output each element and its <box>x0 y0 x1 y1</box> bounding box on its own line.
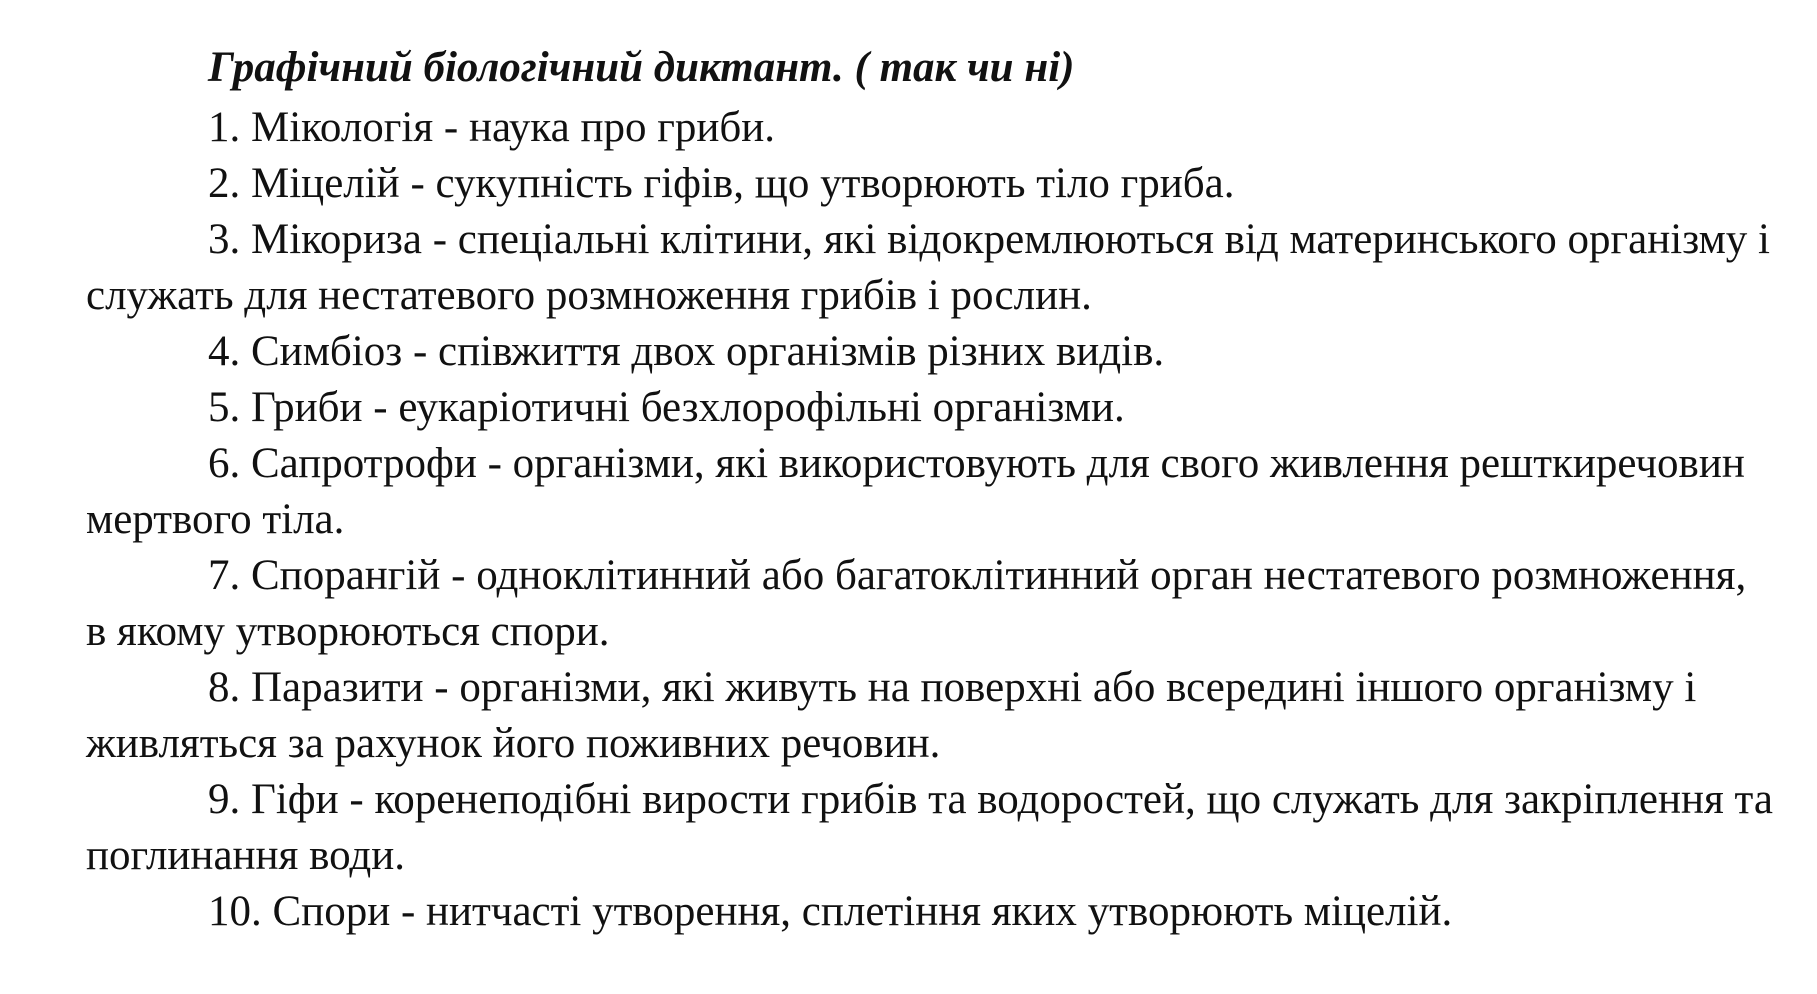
list-item: 8. Паразити - організми, які живуть на поверхні або всередині іншого організму і живляться за рахунок його поживних речовин. <box>86 664 1697 767</box>
list-item: 6. Сапротрофи - організми, які використовують для свого живлення решткиречовин мертвого тіла. <box>86 440 1745 543</box>
dictation-list <box>86 100 1776 940</box>
list-item: 7. Спорангій - одноклітинний або багатоклітинний орган нестатевого розмноження, в якому утворюються спори. <box>86 552 1747 655</box>
list-item: 1. Мікологія - наука про гриби. <box>208 104 775 151</box>
list-item: 3. Мікориза - спеціальні клітини, які відокремлюються від материнського організму і служать для нестатевого розмноження грибів і рослин. <box>86 216 1770 319</box>
list-item: 5. Гриби - еукаріотичні безхлорофільні організми. <box>208 384 1125 431</box>
list-item: 2. Міцелій - сукупність гіфів, що утворюють тіло гриба. <box>208 160 1235 207</box>
list-item: 4. Симбіоз - співжиття двох організмів різних видів. <box>208 328 1165 375</box>
list-item: 10. Спори - нитчасті утворення, сплетіння яких утворюють міцелій. <box>208 888 1453 935</box>
document-title: Графічний біологічний диктант. ( так чи ні) <box>208 44 1075 91</box>
list-item: 9. Гіфи - коренеподібні вирости грибів та водоростей, що служать для закріплення та поглинання води. <box>86 776 1773 879</box>
